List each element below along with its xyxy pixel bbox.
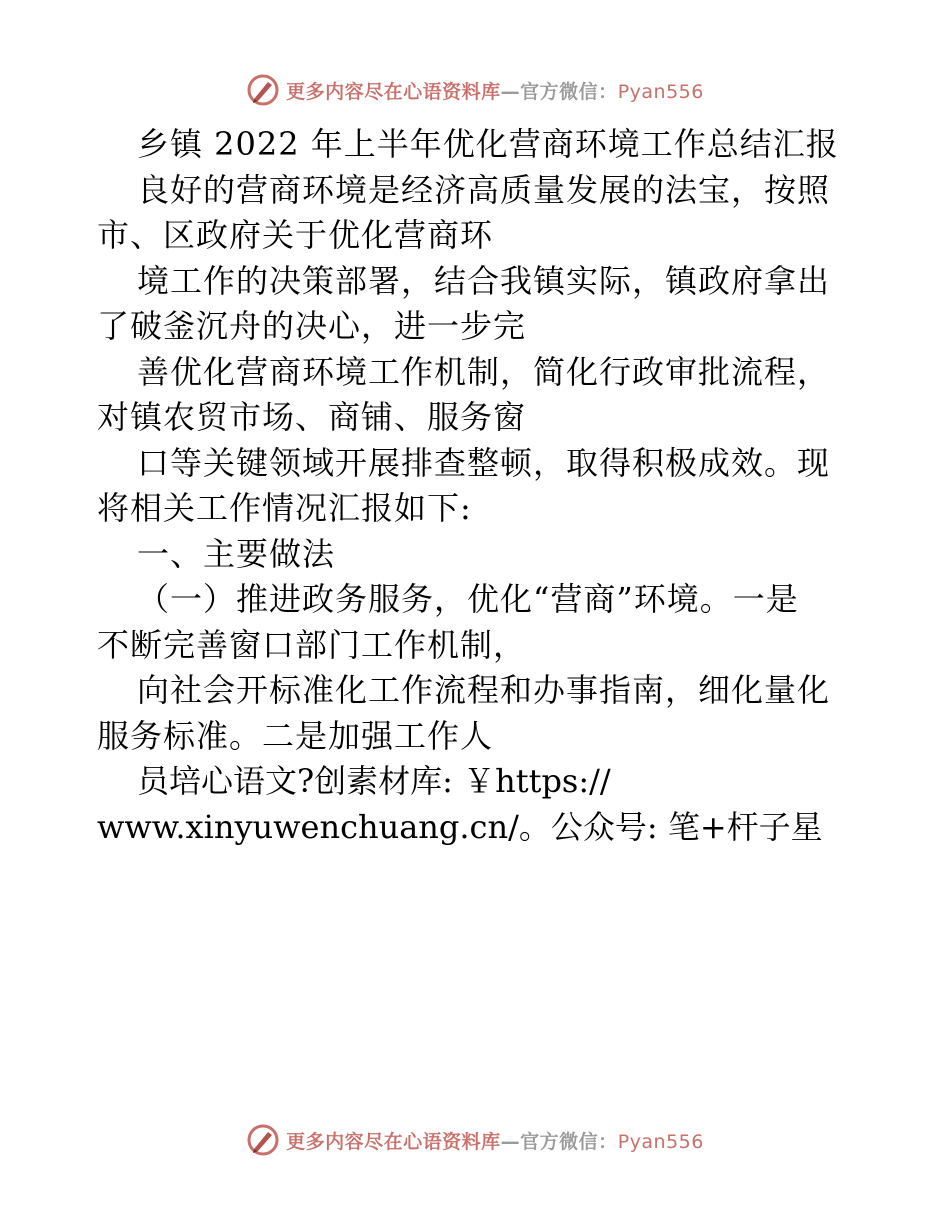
text-line: www.xinyuwenchuang.cn/。公众号: 笔+杆子星 [97, 807, 823, 846]
header-watermark-banner [0, 70, 950, 110]
text-line: 善优化营商环境工作机制，简化行政审批流程， [137, 352, 831, 391]
text-line: 将相关工作情况汇报如下: [97, 489, 472, 527]
banner-text [286, 77, 704, 104]
document-title: 乡镇 2022 年上半年优化营商环境工作总结汇报 [137, 125, 839, 163]
pen-circle-logo-icon [246, 73, 280, 107]
document-body [97, 122, 857, 850]
text-line: 员培心语文?创素材库: ￥https:// [137, 762, 611, 800]
banner-library-text: 更多内容尽在心语资料库 [286, 80, 501, 103]
footer-watermark-banner [0, 1120, 950, 1160]
text-line: 良好的营商环境是经济高质量发展的法宝，按照 [137, 170, 831, 209]
text-line: 向社会开标准化工作流程和办事指南，细化量化 [137, 671, 831, 709]
banner-wechat-label: —官方微信： [500, 1130, 618, 1153]
text-line: 境工作的决策部署，结合我镇实际，镇政府拿出 [137, 261, 831, 300]
text-line: 服务标准。二是加强工作人 [97, 716, 494, 755]
pen-circle-logo-icon [246, 1123, 280, 1157]
text-line: 了破釜沉舟的决心，进一步完 [97, 307, 527, 345]
section-heading: 一、主要做法 [137, 534, 336, 573]
text-line: （一）推进政务服务，优化“营商”环境。一是 [137, 580, 799, 618]
text-line: 不断完善窗口部门工作机制， [97, 625, 527, 664]
banner-library-text: 更多内容尽在心语资料库 [286, 1130, 501, 1153]
banner-wechat-label: —官方微信： [500, 80, 618, 103]
text-line: 市、区政府关于优化营商环 [97, 216, 494, 254]
banner-wechat-id: Pyan556 [617, 1130, 704, 1153]
text-line: 口等关键领域开展排查整顿，取得积极成效。现 [137, 443, 831, 482]
banner-wechat-id: Pyan556 [617, 80, 704, 103]
text-line: 对镇农贸市场、商铺、服务窗 [97, 398, 527, 436]
banner-text [286, 1127, 704, 1154]
